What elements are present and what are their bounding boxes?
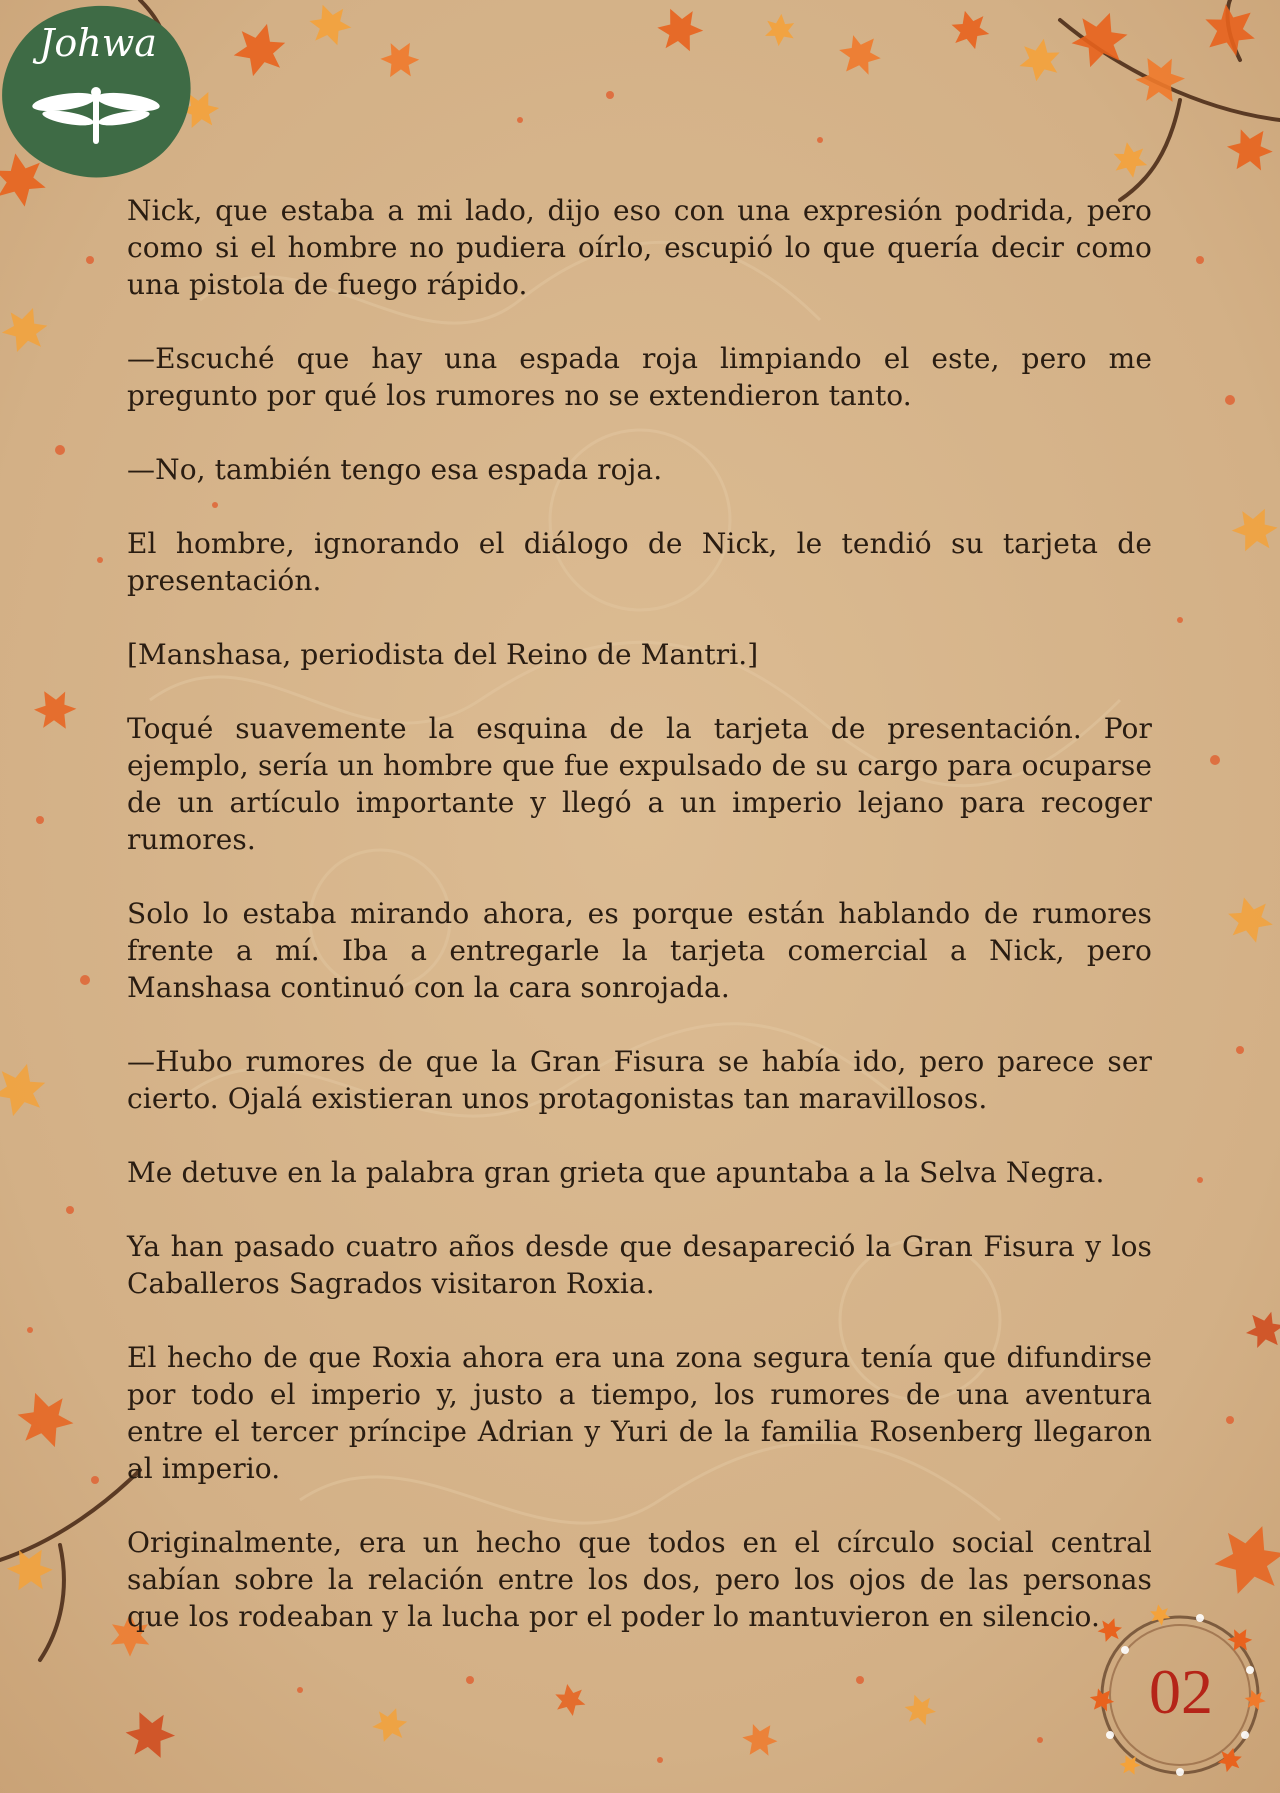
- paragraph: —No, también tengo esa espada roja.: [127, 453, 663, 486]
- paragraph: El hombre, ignorando el diálogo de Nick, le tendió su tarjeta de presentación.: [127, 527, 1152, 597]
- johwa-logo-badge: [2, 6, 191, 178]
- story-text: [127, 192, 1152, 1635]
- page-number: 02: [1149, 1656, 1213, 1727]
- paragraph: Toqué suavemente la esquina de la tarjeta de presentación. Por ejemplo, sería un hombre que fue expulsado de su cargo para ocuparse de un artículo importante y llegó a un imperio lejano para recoger rumores.: [127, 712, 1152, 856]
- paragraph: —Hubo rumores de que la Gran Fisura se había ido, pero parece ser cierto. Ojalá existieran unos protagonistas tan maravillosos.: [127, 1045, 1152, 1115]
- paragraph: Me detuve en la palabra gran grieta que apuntaba a la Selva Negra.: [127, 1156, 1105, 1189]
- paragraph: Solo lo estaba mirando ahora, es porque están hablando de rumores frente a mí. Iba a entregarle la tarjeta comercial a Nick, pero Manshasa continuó con la cara sonrojada.: [127, 897, 1152, 1004]
- paragraph: [Manshasa, periodista del Reino de Mantri.]: [127, 638, 759, 671]
- paragraph: Ya han pasado cuatro años desde que desapareció la Gran Fisura y los Caballeros Sagrados visitaron Roxia.: [127, 1230, 1152, 1300]
- paragraph: Nick, que estaba a mi lado, dijo eso con una expresión podrida, pero como si el hombre no pudiera oírlo, escupió lo que quería decir como una pistola de fuego rápido.: [127, 194, 1152, 301]
- brand-name: Johwa: [39, 21, 157, 65]
- paragraph: Originalmente, era un hecho que todos en el círculo social central sabían sobre la relación entre los dos, pero los ojos de las personas que los rodeaban y la lucha por el poder lo mantuvieron en silencio.: [127, 1526, 1152, 1633]
- paragraph: —Escuché que hay una espada roja limpiando el este, pero me pregunto por qué los rumores no se extendieron tanto.: [127, 342, 1152, 412]
- paragraph: El hecho de que Roxia ahora era una zona segura tenía que difundirse por todo el imperio y, justo a tiempo, los rumores de una aventura entre el tercer príncipe Adrian y Yuri de la familia Rosenberg llegaron al imperio.: [127, 1341, 1152, 1485]
